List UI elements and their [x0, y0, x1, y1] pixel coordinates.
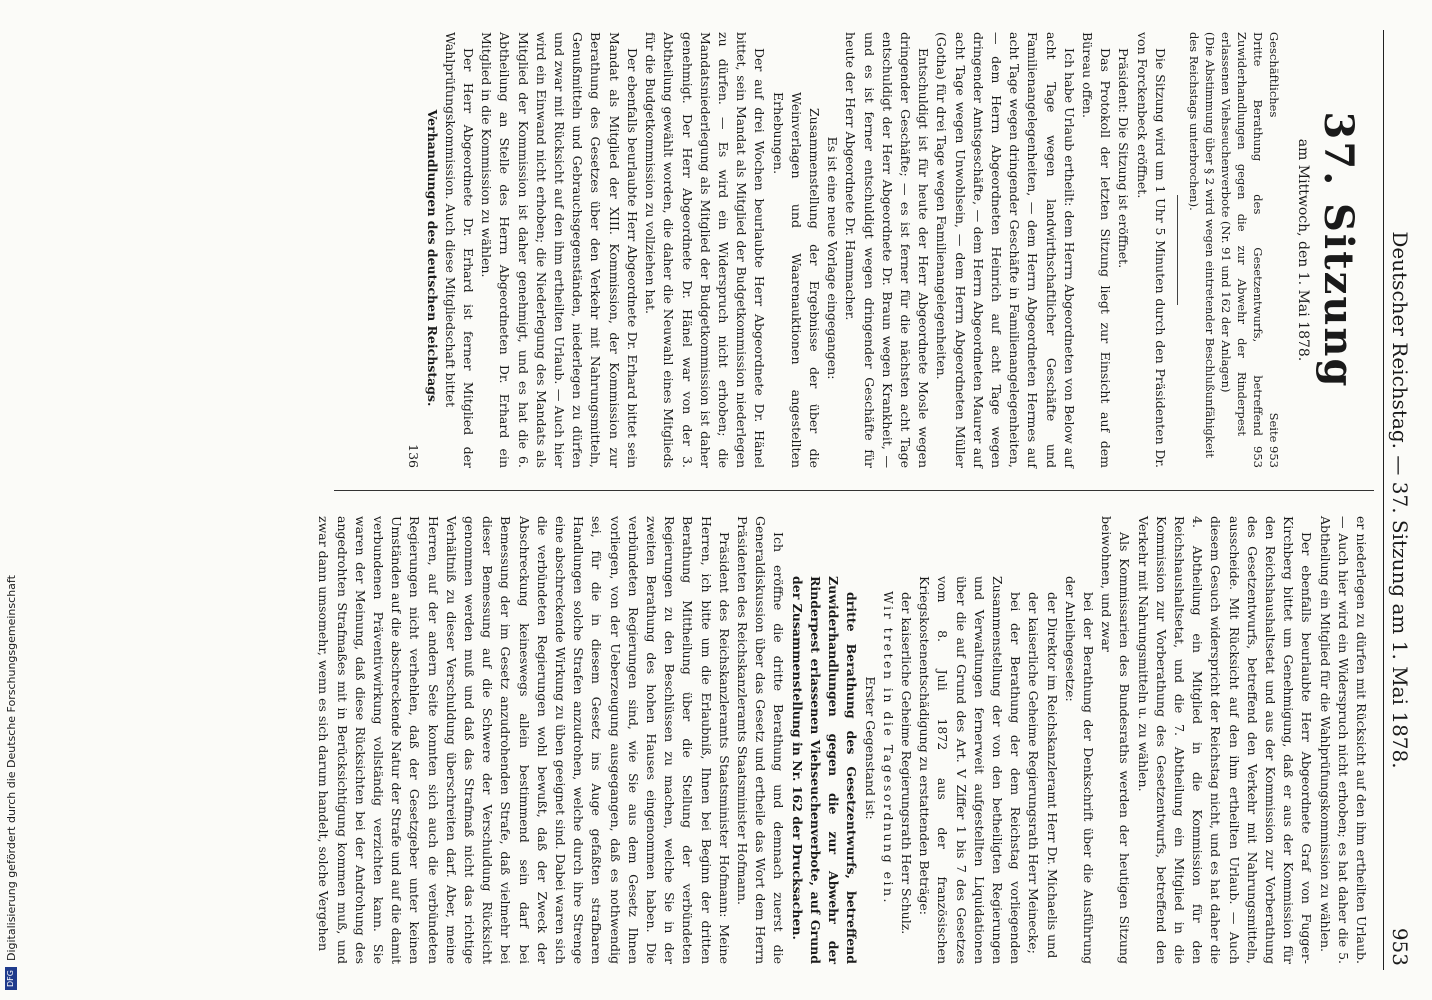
toc-text: Geschäftliches — [1266, 32, 1281, 118]
paragraph: der Direktor im Reichskanzleramt Herr Dr. Michaelis und — [1044, 592, 1060, 959]
toc-row — [1218, 32, 1266, 468]
toc-page: 953 — [1250, 446, 1265, 468]
signature-line: Verhandlungen des deutschen Reichstags. — [424, 109, 440, 407]
paragraph: Zusammenstellung der Ergebnisse der über die Weinverlagen und Waarenauktionen angestellten Erhebungen. — [770, 92, 822, 468]
running-head — [1383, 30, 1414, 970]
session-date: am Mittwoch, den 1. Mai 1878. — [1295, 138, 1311, 362]
dfg-logo: DFG — [5, 967, 17, 990]
table-of-contents — [1186, 32, 1282, 468]
column-divider — [334, 490, 1374, 491]
footer-credit-text: Digitalisierung gefördert durch die Deutsche Forschungsgemeinschaft — [4, 575, 18, 962]
paragraph: Die Sitzung wird um 1 Uhr 5 Minuten durch den Präsidenten Dr. von Forckenbeck eröffnet. — [1134, 32, 1168, 468]
toc-text: Dritte Berathung des Gesetzentwurfs, betreffend Zuwiderhandlungen gegen die zur Abwehr der Rinderpest erlassenen Viehseuchenverbote (Nr. 91 und 162 der Anlagen) — [1218, 32, 1265, 437]
paragraph: Der Herr Abgeordnete Dr. Erhard ist ferner Mitglied der Wahlprüfungskommission. Auch diese Mitgliedschaft bittet — [442, 32, 477, 468]
paragraph: Erster Gegenstand ist: — [862, 676, 878, 820]
right-column — [314, 516, 1370, 964]
paragraph: er niederlegen zu dürfen mit Rücksicht auf den ihm ertheilten Urlaub. — Auch hier wird ein Widerspruch nicht erhoben; es hat daher die 5. Abtheilung ein Mitglied für die Wahlprüfungskommission zu wählen. — [1317, 516, 1369, 964]
paragraph: der kaiserliche Geheime Regierungsrath Herr Meinecke; — [1026, 592, 1042, 954]
paragraph: Entschuldigt ist für heute der Herr Abgeordnete Mosle wegen dringender Geschäfte; — es ist ferner für die nächsten acht Tage entschuldigt der Herr Abgeordnete Dr. Braun wegen Krankheit, — und es ist ferner entschuldigt wegen dringender Geschäfte für heute der Herr Abgeordnete Dr. Hammacher. — [843, 32, 932, 468]
sheet-number: 136 — [406, 444, 422, 468]
paragraph: Präsident: Die Sitzung ist eröffnet. — [1116, 48, 1132, 269]
paragraph: Es ist eine neue Vorlage eingegangen: — [825, 136, 841, 380]
paragraph: Ich habe Urlaub ertheilt: dem Herrn Abgeordneten von Below auf acht Tage wegen landwirthschaftlicher Geschäfte und Familienangelegenheiten, — dem Herrn Abgeordneten Hermes auf acht Tage wegen dringender Geschäfte in Familienangelegenheiten, — dem Herrn Abgeordneten Heinrich auf acht Tage wegen dringender Amtsgeschäfte, — dem Herrn Abgeordneten Maurer auf acht Tage wegen Unwohlsein, — dem Herrn Abgeordneten Müller (Gotha) für drei Tage wegen Familienangelegenheiten. — [934, 32, 1077, 468]
paragraph: Das Protokoll der letzten Sitzung liegt zur Einsicht auf dem Büreau offen. — [1079, 32, 1114, 468]
running-head-title: Deutscher Reichstag. — 37. Sitzung am 1. Mai 1878. — [1388, 231, 1412, 769]
footer-credit-rotated — [2, 10, 20, 990]
toc-page: Seite 953 — [1266, 412, 1281, 468]
toc-row — [1186, 32, 1218, 468]
paragraph: Der auf drei Wochen beurlaubte Herr Abgeordnete Dr. Hänel bittet, sein Mandat als Mitglied der Budgetkommission niederlegen zu dürfen. — Es wird ein Widerspruch nicht erhoben; die Mandatsniederlegung als Mitglied der Budgetkommission ist daher genehmigt. Der Herr Abgeordnete Dr. Hänel war von der 3. Abtheilung gewählt worden, die daher die Neuwahl eines Mitglieds für die Budgetkommission zu vollziehen hat. — [643, 32, 768, 468]
paragraph: Der ebenfalls beurlaubte Herr Abgeordnete Graf von Fugger-Kirchberg bittet um Genehmigung, daß er aus der Kommission für den Reichshaushaltsetat und aus der Kommission zur Vorberathung des Gesetzentwurfs, betreffend den Verkehr mit Nahrungsmitteln, ausscheide. Mit Rücksicht auf den ihm ertheilten Urlaub. — Auch diesem Gesuch widerspricht der Reichstag nicht, und es hat daher die 4. Abtheilung ein Mitglied in die Kommission für den Reichshaushaltsetat, und die 7. Abtheilung ein Mitglied in die Kommission zur Vorberathung des Gesetzentwurfs, betreffend den Verkehr mit Nahrungsmitteln u. zu wählen. — [1135, 516, 1315, 964]
paragraph: bei der Berathung der Denkschrift über die Ausführung der Anleihegesetze: — [1062, 576, 1096, 964]
session-title: 37. Sitzung — [1315, 111, 1362, 389]
paragraph: bei der Berathung der dem Reichstag vorliegenden Zusammenstellung der von den betheiligten Regierungen und Verwaltungen fernerweit aufgestellten Liquidationen über die auf Grund des Art. V Ziffer 1 bis 7 des Gesetzes vom 8. Juli 1872 aus der französischen Kriegskostenentschädigung zu erstattenden Beträge: — [917, 576, 1024, 964]
toc-row — [1266, 32, 1282, 468]
left-column — [404, 32, 1370, 468]
paragraph: Als Kommissarien des Bundesraths werden der heutigen Sitzung beiwohnen, und zwar — [1099, 516, 1133, 964]
paragraph: Ich eröffne die dritte Berathung und demnach zuerst die Generaldiskussion über das Gesetz und ertheile das Wort dem Herrn Präsidenten des Reichskanzleramts Staatsminister Hofmann. — [735, 516, 787, 964]
toc-text: (Die Abstimmung über § 2 wird wegen eintretender Beschlußunfähigkeit des Reichstags unterbrochen). — [1186, 32, 1217, 458]
paragraph: dritte Berathung des Gesetzentwurfs, betreffend Zuwiderhandlungen gegen die zur Abwehr der Rinderpest erlassenen Viehseuchenverbote, auf Grund der Zusammenstellung in Nr. 162 der Drucksachen. — [789, 576, 860, 964]
footer-credit — [0, 0, 22, 1000]
section-rule — [1177, 195, 1178, 305]
paragraph: Wir treten in die Tagesordnung ein. — [880, 591, 896, 905]
paragraph: Präsident des Reichskanzleramts Staatsminister Hofmann: Meine Herren, ich bitte um die Erlaubniß, Ihnen bei Beginn der dritten Berathung Mittheilung über die Stellung der verbündeten Regierungen zu den Beschlüssen zu machen, welche Sie in der zweiten Berathung des hohen Hauses eingenommen haben. Die verbündeten Regierungen sind, wie Sie aus dem Gesetz Ihnen vorliegen, von der Ueberzeugung ausgegangen, daß es nothwendig sei, für die in diesem Gesetz ins Auge gefaßten strafbaren Handlungen solche Strafen anzudrohen, welche durch ihre Strenge eine abschreckende Wirkung zu üben geeignet sind. Dabei waren sich die verbündeten Regierungen wohl bewußt, daß der Zweck der Abschreckung keineswegs allein bestimmend sein darf bei Bemessung der im Gesetz anzudrohenden Strafe, daß vielmehr bei dieser Bemessung auf die Schwere der Verschuldung Rücksicht genommen werden muß und daß das Strafmaß nicht das richtige Verhältniß zu dieser Verschuldung überschreiten darf. Aber, meine Herren, auf der andern Seite konnten sich auch die verbündeten Regierungen nicht verhehlen, daß der Gesetzgeber unter keinen Umständen auf die abschreckende Natur der Strafe und auf die damit verbundenen Präventivwirkung vollständig verzichten kann. Sie waren der Meinung, daß diese Rücksichten bei der Androhung des angedrohten Strafmaßes mit in Berücksichtigung kommen muß, und zwar dann umsomehr, wenn es sich darum handelt, solche Vergehen — [316, 516, 732, 964]
paragraph: Der ebenfalls beurlaubte Herr Abgeordnete Dr. Erhard bittet sein Mandat als Mitglied der XIII. Kommission, der Kommission zur Berathung des Gesetzes über den Verkehr mit Nahrungsmitteln, Genußmitteln und Gebrauchsgegenständen, niederlegen zu dürfen und zwar mit Rücksicht auf den ihm ertheilten Urlaub. — Auch hier wird ein Einwand nicht erhoben; die Niederlegung des Mandats als Mitglied der Kommission ist daher genehmigt, und es hat die 6. Abtheilung an Stelle des Herrn Abgeordneten Dr. Erhard ein Mitglied in die Kommission zu wählen. — [479, 32, 640, 468]
page-number: 953 — [1388, 927, 1412, 966]
paragraph: der kaiserliche Geheime Regierungsrath Herr Schulz. — [898, 592, 914, 935]
